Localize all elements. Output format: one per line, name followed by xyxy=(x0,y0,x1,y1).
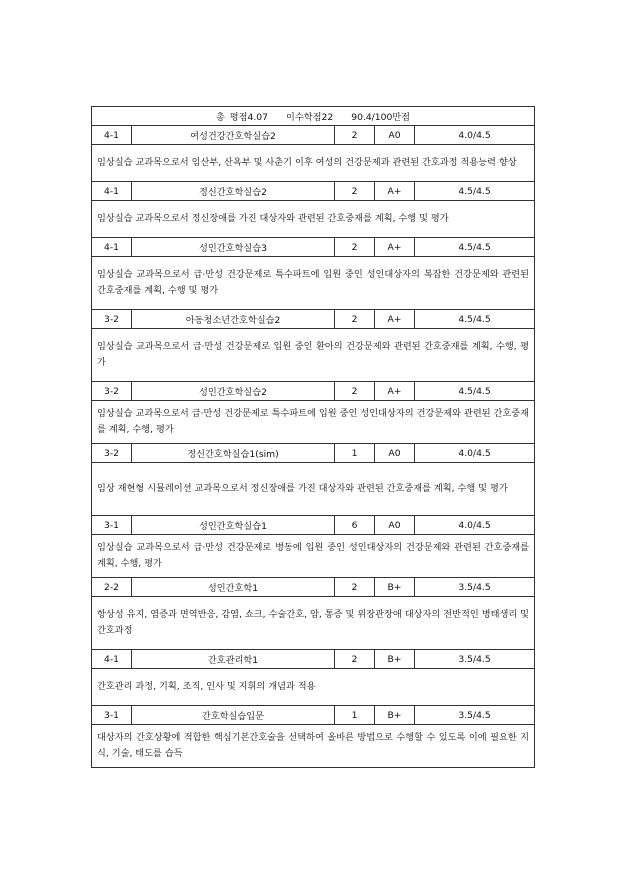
course-credit: 1 xyxy=(335,706,375,725)
course-score: 4.0/4.5 xyxy=(415,516,535,535)
course-description-row xyxy=(92,257,535,310)
course-grade: A+ xyxy=(375,238,415,257)
course-description: 항상성 유지, 염증과 면역반응, 감염, 쇼크, 수술간호, 암, 통증 및 위장관장애 대상자의 전반적인 병태생리 및 간호과정 xyxy=(92,597,535,650)
course-score: 4.5/4.5 xyxy=(415,182,535,201)
course-grade: A0 xyxy=(375,444,415,463)
summary-row xyxy=(92,107,535,126)
credits-total: 이수학점22 xyxy=(286,112,334,123)
course-row xyxy=(92,238,535,257)
course-term: 3-2 xyxy=(92,382,132,401)
course-row xyxy=(92,310,535,329)
course-grade: A+ xyxy=(375,310,415,329)
course-name: 정신간호학실습2 xyxy=(132,182,335,201)
course-grade: A+ xyxy=(375,182,415,201)
course-credit: 2 xyxy=(335,310,375,329)
course-credit: 2 xyxy=(335,578,375,597)
course-description: 대상자의 간호상황에 적합한 핵심기본간호술을 선택하여 올바른 방법으로 수행할 수 있도록 이에 필요한 지식, 기술, 태도를 습득 xyxy=(92,725,535,768)
course-term: 4-1 xyxy=(92,182,132,201)
course-name: 정신간호학실습1(sim) xyxy=(132,444,335,463)
course-row xyxy=(92,650,535,669)
course-description: 간호관리 과정, 기획, 조직, 인사 및 지휘의 개념과 적용 xyxy=(92,669,535,706)
course-grade: B+ xyxy=(375,706,415,725)
course-description-row xyxy=(92,201,535,238)
course-name: 성인간호학실습1 xyxy=(132,516,335,535)
course-score: 3.5/4.5 xyxy=(415,706,535,725)
course-row xyxy=(92,706,535,725)
course-description: 임상실습 교과목으로서 급·만성 건강문제로 병동에 입원 중인 성인대상자의 건강문제와 관련된 간호중재를 계획, 수행, 평가 xyxy=(92,535,535,578)
converted-score: 90.4/100만점 xyxy=(351,112,411,123)
course-term: 3-1 xyxy=(92,706,132,725)
course-term: 2-2 xyxy=(92,578,132,597)
course-score: 4.5/4.5 xyxy=(415,310,535,329)
course-name: 간호관리학1 xyxy=(132,650,335,669)
course-name: 아동청소년간호학실습2 xyxy=(132,310,335,329)
course-description: 임상 재현형 시뮬레이션 교과목으로서 정신장애를 가진 대상자와 관련된 간호중재를 계획, 수행 및 평가 xyxy=(92,463,535,516)
course-credit: 2 xyxy=(335,238,375,257)
course-name: 성인간호학1 xyxy=(132,578,335,597)
course-term: 4-1 xyxy=(92,238,132,257)
course-credit: 2 xyxy=(335,126,375,145)
course-description-row xyxy=(92,401,535,444)
course-credit: 2 xyxy=(335,650,375,669)
course-description-row xyxy=(92,463,535,516)
course-credit: 1 xyxy=(335,444,375,463)
course-grade: B+ xyxy=(375,578,415,597)
course-score: 3.5/4.5 xyxy=(415,578,535,597)
course-description: 임상실습 교과목으로서 급·만성 건강문제로 입원 중인 환아의 건강문제와 관련된 간호중재를 계획, 수행, 평가 xyxy=(92,329,535,382)
course-row xyxy=(92,182,535,201)
course-grade: A0 xyxy=(375,126,415,145)
course-row xyxy=(92,578,535,597)
course-row xyxy=(92,382,535,401)
gpa-total: 총 평점4.07 xyxy=(216,112,269,123)
course-grade: B+ xyxy=(375,650,415,669)
course-term: 4-1 xyxy=(92,650,132,669)
course-term: 3-2 xyxy=(92,310,132,329)
course-grade: A0 xyxy=(375,516,415,535)
course-description: 임상실습 교과목으로서 임산부, 산욕부 및 사춘기 이후 여성의 건강문제과 관련된 간호과정 적용능력 향상 xyxy=(92,145,535,182)
course-description: 임상실습 교과목으로서 급·만성 건강문제로 특수파트에 입원 중인 성인대상자의 건강문제와 관련된 간호중재를 계획, 수행, 평가 xyxy=(92,401,535,444)
course-grade: A+ xyxy=(375,382,415,401)
course-row xyxy=(92,126,535,145)
course-score: 4.5/4.5 xyxy=(415,238,535,257)
grades-table-body xyxy=(92,107,535,768)
course-score: 4.0/4.5 xyxy=(415,444,535,463)
summary-cell xyxy=(92,107,535,126)
course-credit: 2 xyxy=(335,182,375,201)
grades-table xyxy=(91,106,535,768)
course-name: 성인간호학실습2 xyxy=(132,382,335,401)
course-term: 3-1 xyxy=(92,516,132,535)
course-description-row xyxy=(92,725,535,768)
course-description-row xyxy=(92,535,535,578)
course-credit: 6 xyxy=(335,516,375,535)
course-score: 4.0/4.5 xyxy=(415,126,535,145)
course-name: 성인간호학실습3 xyxy=(132,238,335,257)
course-name: 간호학실습입문 xyxy=(132,706,335,725)
course-name: 여성건강간호학실습2 xyxy=(132,126,335,145)
course-description-row xyxy=(92,597,535,650)
course-credit: 2 xyxy=(335,382,375,401)
course-row xyxy=(92,516,535,535)
course-description-row xyxy=(92,669,535,706)
course-score: 3.5/4.5 xyxy=(415,650,535,669)
course-description: 임상실습 교과목으로서 정신장애를 가진 대상자와 관련된 간호중재를 계획, 수행 및 평가 xyxy=(92,201,535,238)
course-description-row xyxy=(92,145,535,182)
course-description-row xyxy=(92,329,535,382)
course-row xyxy=(92,444,535,463)
course-description: 임상실습 교과목으로서 급·만성 건강문제로 특수파트에 입원 중인 성인대상자의 복잡한 건강문제와 관련된 간호중재를 계획, 수행 및 평가 xyxy=(92,257,535,310)
course-term: 3-2 xyxy=(92,444,132,463)
course-score: 4.5/4.5 xyxy=(415,382,535,401)
course-term: 4-1 xyxy=(92,126,132,145)
